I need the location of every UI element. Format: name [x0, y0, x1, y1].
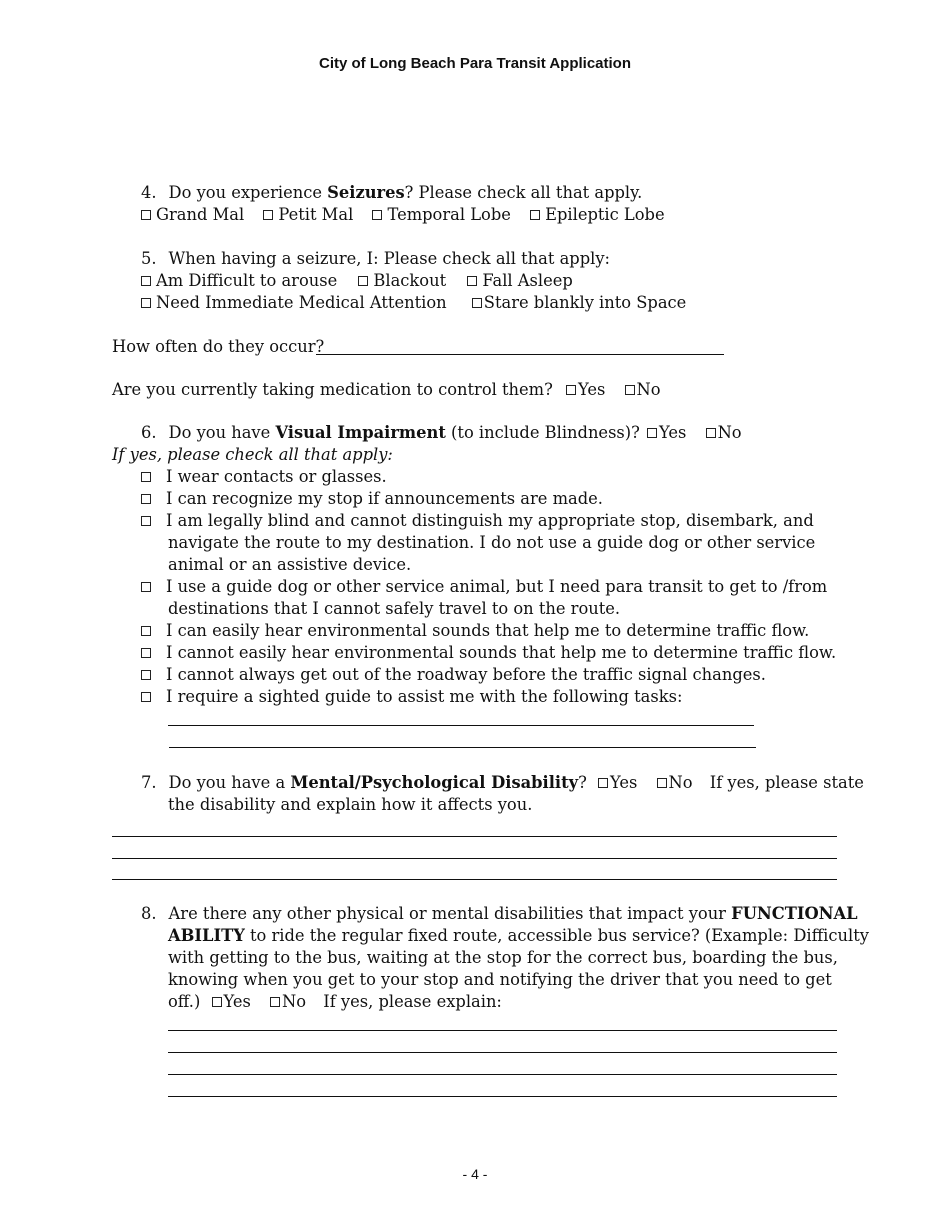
page-header-title: City of Long Beach Para Transit Application [319, 55, 631, 72]
q6-item[interactable]: I am legally blind and cannot distinguish my appropriate stop, disembark, and [141, 510, 814, 532]
q4-option-temporal-lobe[interactable]: Temporal Lobe [372, 205, 510, 224]
q4-option-petit-mal[interactable]: Petit Mal [263, 205, 353, 224]
checkbox[interactable] [141, 494, 151, 504]
q7-answer-line[interactable] [112, 836, 837, 837]
checkbox[interactable] [467, 276, 477, 286]
q8-question-line5: off.) Yes No If yes, please explain: [168, 992, 502, 1011]
q7-question: 7. Do you have a Mental/Psychological Disability? Yes No If yes, please state [141, 773, 864, 792]
q6-item[interactable]: I can easily hear environmental sounds that help me to determine traffic flow. [141, 620, 809, 642]
q8-question-line4: knowing when you get to your stop and notifying the driver that you need to get [168, 970, 832, 989]
checkbox[interactable] [263, 210, 273, 220]
q7-no-option[interactable]: No [657, 773, 693, 792]
checkbox[interactable] [530, 210, 540, 220]
q4-options [141, 204, 679, 226]
checkbox[interactable] [270, 997, 280, 1007]
q6-no-option[interactable]: No [706, 423, 742, 442]
checkbox[interactable] [472, 298, 482, 308]
checkbox[interactable] [141, 648, 151, 658]
q6-item[interactable]: I cannot always get out of the roadway before the traffic signal changes. [141, 664, 766, 686]
q5-options-row1 [141, 270, 587, 292]
q7-yes-option[interactable]: Yes [598, 773, 637, 792]
q8-answer-line[interactable] [168, 1052, 837, 1053]
q6-item-continued: destinations that I cannot safely travel to on the route. [168, 599, 621, 618]
checkbox[interactable] [566, 385, 576, 395]
q5-option-stare-blankly[interactable]: Stare blankly into Space [472, 293, 687, 312]
checkbox[interactable] [141, 276, 151, 286]
q8-question-line2: ABILITY to ride the regular fixed route, accessible bus service? (Example: Difficulty [168, 926, 869, 945]
q8-answer-line[interactable] [168, 1030, 837, 1031]
q5-option-fall-asleep[interactable]: Fall Asleep [467, 271, 573, 290]
medication-question: Are you currently taking medication to control them? Yes No [112, 380, 661, 399]
q6-item-continued: animal or an assistive device. [168, 555, 412, 574]
medication-yes-option[interactable]: Yes [566, 380, 605, 399]
checkbox[interactable] [141, 516, 151, 526]
q8-answer-line[interactable] [168, 1096, 837, 1097]
q7-answer-line[interactable] [112, 879, 837, 880]
checkbox[interactable] [706, 428, 716, 438]
checkbox[interactable] [141, 298, 151, 308]
q8-question-line3: with getting to the bus, waiting at the stop for the correct bus, boarding the bus, [168, 948, 838, 967]
checkbox[interactable] [647, 428, 657, 438]
checkbox[interactable] [625, 385, 635, 395]
how-often-answer-line[interactable] [316, 354, 724, 355]
q6-answer-line[interactable] [168, 725, 754, 726]
q6-yes-option[interactable]: Yes [647, 423, 686, 442]
checkbox[interactable] [598, 778, 608, 788]
q6-question: 6. Do you have Visual Impairment (to include Blindness)? Yes No [141, 423, 742, 442]
checkbox[interactable] [657, 778, 667, 788]
checkbox[interactable] [141, 626, 151, 636]
checkbox[interactable] [141, 210, 151, 220]
checkbox[interactable] [358, 276, 368, 286]
q6-item[interactable]: I cannot easily hear environmental sounds that help me to determine traffic flow. [141, 642, 836, 664]
how-often-label: How often do they occur? [112, 337, 325, 356]
q6-item[interactable]: I can recognize my stop if announcements are made. [141, 488, 603, 510]
q8-question: 8. Are there any other physical or mental disabilities that impact your FUNCTIONAL [141, 904, 858, 923]
page-number: - 4 - [462, 1166, 488, 1182]
q6-item[interactable]: I wear contacts or glasses. [141, 466, 387, 488]
checkbox[interactable] [141, 670, 151, 680]
q7-answer-line[interactable] [112, 858, 837, 859]
medication-no-option[interactable]: No [625, 380, 661, 399]
q6-item-continued: navigate the route to my destination. I do not use a guide dog or other service [168, 533, 816, 552]
checkbox[interactable] [372, 210, 382, 220]
checkbox[interactable] [141, 582, 151, 592]
q4-question: 4. Do you experience Seizures? Please check all that apply. [141, 183, 643, 202]
q5-option-blackout[interactable]: Blackout [358, 271, 446, 290]
q6-answer-line[interactable] [169, 747, 756, 748]
checkbox[interactable] [212, 997, 222, 1007]
q7-question-line2: the disability and explain how it affects you. [168, 795, 533, 814]
q6-item[interactable]: I use a guide dog or other service animal, but I need para transit to get to /from [141, 576, 827, 598]
q8-answer-line[interactable] [168, 1074, 837, 1075]
checkbox[interactable] [141, 472, 151, 482]
q6-if-yes-instruction: If yes, please check all that apply: [112, 445, 393, 464]
q8-yes-option[interactable]: Yes [212, 992, 251, 1011]
q5-options-row2 [141, 292, 700, 314]
q6-item[interactable]: I require a sighted guide to assist me with the following tasks: [141, 686, 682, 708]
q5-question: 5. When having a seizure, I: Please check all that apply: [141, 249, 611, 268]
q4-option-epileptic-lobe[interactable]: Epileptic Lobe [530, 205, 665, 224]
q4-number: 4. [141, 183, 157, 202]
q5-option-difficult-to-arouse[interactable]: Am Difficult to arouse [141, 271, 337, 290]
checkbox[interactable] [141, 692, 151, 702]
q4-option-grand-mal[interactable]: Grand Mal [141, 205, 244, 224]
q5-option-medical-attention[interactable]: Need Immediate Medical Attention [141, 293, 447, 312]
q8-no-option[interactable]: No [270, 992, 306, 1011]
